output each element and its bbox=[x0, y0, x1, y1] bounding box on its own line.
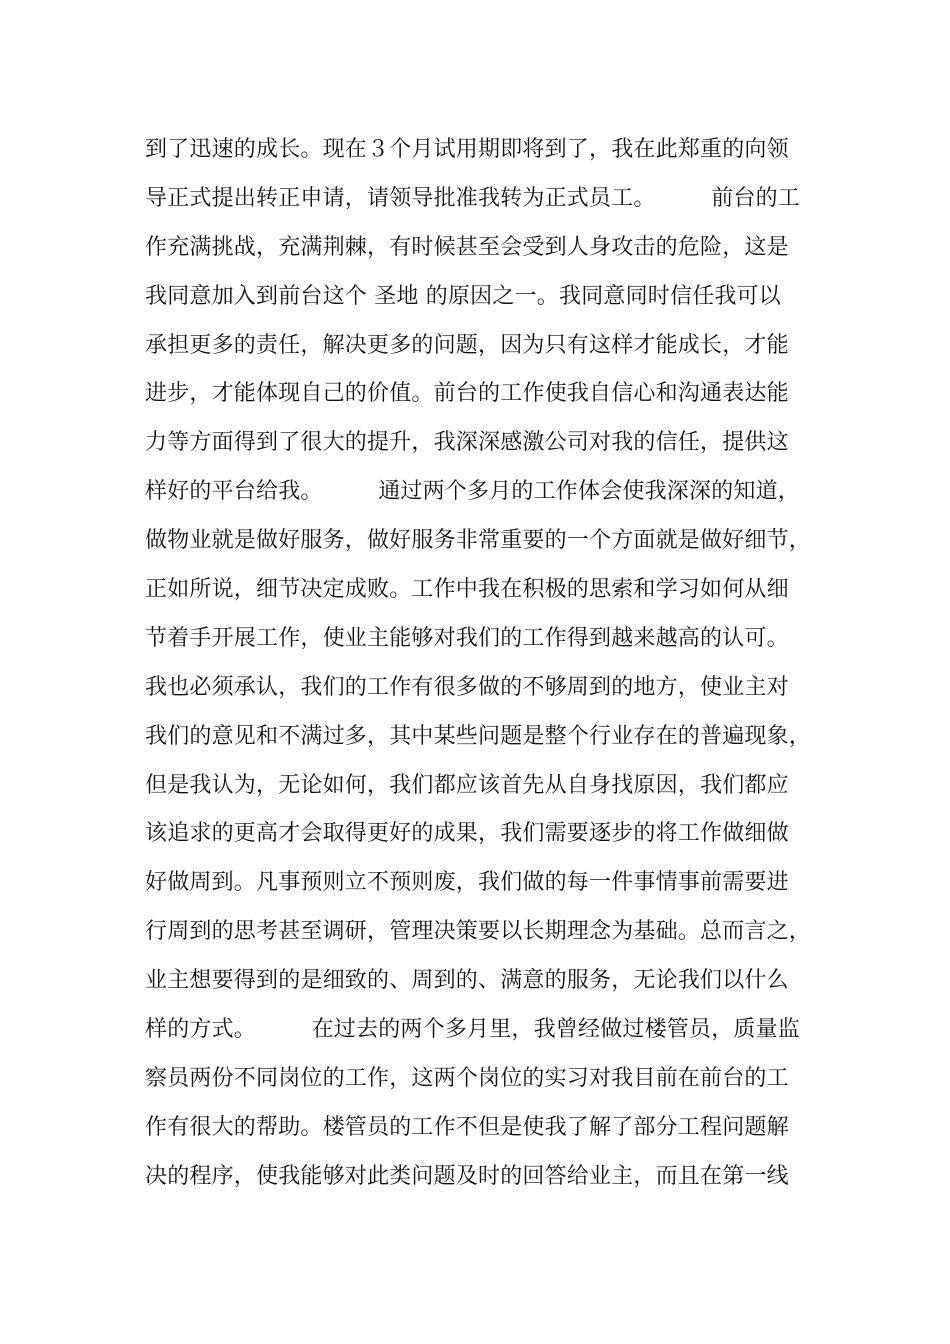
text-line: 决的程序，使我能够对此类问题及时的回答给业主，而且在第一线 bbox=[145, 1163, 789, 1189]
text-line: 作充满挑战，充满荆棘，有时候甚至会受到人身攻击的危险，这是 bbox=[145, 234, 789, 260]
body-text bbox=[145, 126, 825, 1202]
text-line: 但是我认为，无论如何，我们都应该首先从自身找原因，我们都应 bbox=[145, 772, 789, 798]
text-line: 行周到的思考甚至调研，管理决策要以长期理念为基础。总而言之， bbox=[145, 919, 812, 945]
text-line: 到了迅速的成长。现在３个月试用期即将到了，我在此郑重的向领 bbox=[145, 137, 789, 162]
text-line: 察员两份不同岗位的工作，这两个岗位的实习对我目前在前台的工 bbox=[145, 1065, 789, 1091]
text-line: 我们的意见和不满过多，其中某些问题是整个行业存在的普遍现象， bbox=[145, 723, 812, 749]
text-line: 承担更多的责任，解决更多的问题，因为只有这样才能成长，才能 bbox=[145, 332, 789, 358]
text-line: 做物业就是做好服务，做好服务非常重要的一个方面就是做好细节， bbox=[145, 528, 812, 554]
text-line: 业主想要得到的是细致的、周到的、满意的服务，无论我们以什么 bbox=[145, 968, 789, 994]
text-line: 该追求的更高才会取得更好的成果，我们需要逐步的将工作做细做 bbox=[145, 821, 789, 847]
text-line: 好做周到。凡事预则立不预则废，我们做的每一件事情事前需要进 bbox=[145, 870, 789, 896]
text-line: 作有很大的帮助。楼管员的工作不但是使我了解了部分工程问题解 bbox=[145, 1114, 789, 1140]
text-line: 节着手开展工作，使业主能够对我们的工作得到越来越高的认可。 bbox=[145, 625, 789, 651]
text-line: 样好的平台给我。 通过两个多月的工作体会使我深深的知道， bbox=[145, 479, 801, 505]
text-line: 导正式提出转正申请，请领导批准我转为正式员工。 前台的工 bbox=[145, 185, 801, 211]
text-line: 我也必须承认，我们的工作有很多做的不够周到的地方，使业主对 bbox=[145, 674, 789, 700]
text-line: 进步，才能体现自己的价值。前台的工作使我自信心和沟通表达能 bbox=[145, 381, 789, 407]
text-line: 我同意加入到前台这个 圣地 的原因之一。我同意同时信任我可以 bbox=[145, 283, 781, 309]
text-line: 力等方面得到了很大的提升，我深深感激公司对我的信任，提供这 bbox=[145, 430, 789, 456]
text-line: 正如所说，细节决定成败。工作中我在积极的思索和学习如何从细 bbox=[145, 577, 789, 603]
text-line: 样的方式。 在过去的两个多月里，我曾经做过楼管员，质量监 bbox=[145, 1017, 801, 1043]
